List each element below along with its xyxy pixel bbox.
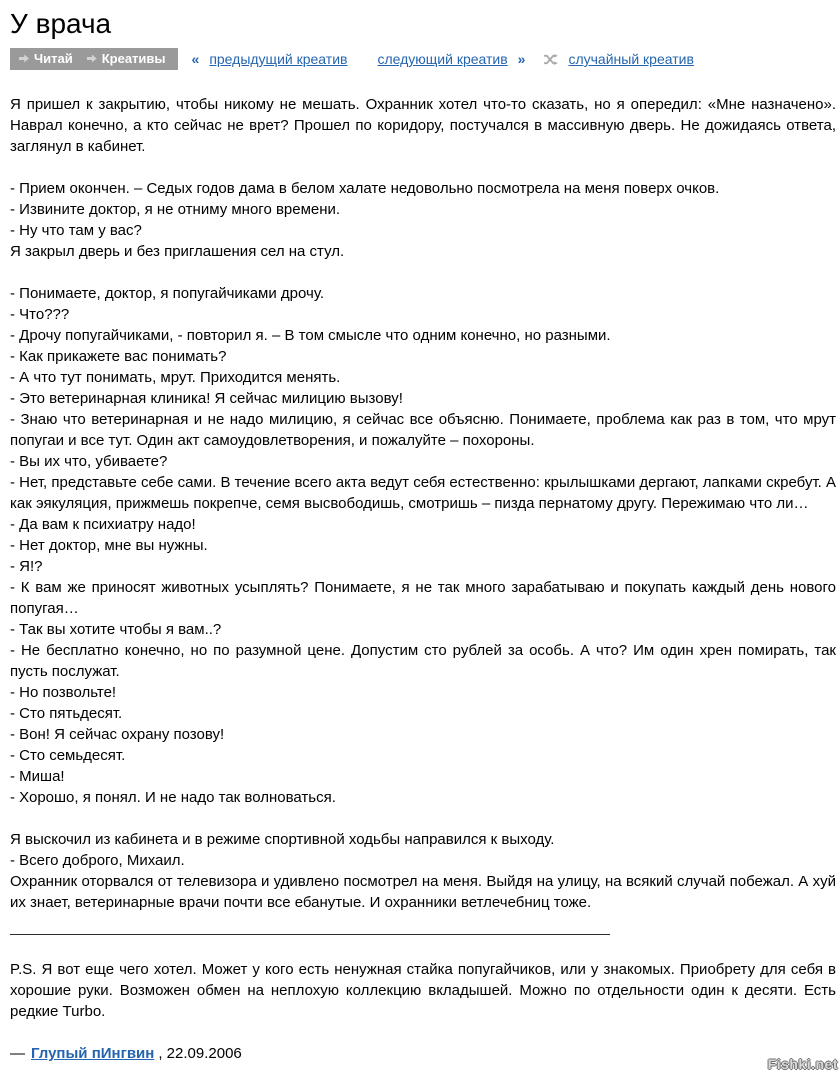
page-title: У врача bbox=[10, 8, 112, 39]
story-line: - Всего доброго, Михаил. bbox=[10, 852, 185, 869]
story-line: - Извините доктор, я не отниму много времени. bbox=[10, 201, 341, 218]
story-block bbox=[10, 283, 836, 808]
next-creative-link[interactable]: следующий креатив bbox=[377, 51, 508, 67]
attribution-dash: — bbox=[10, 1045, 25, 1062]
story-line: - Нет, представьте себе сами. В течение всего акта ведут себя естественно: крылышками дергают, лапками скребут. А как эякуляция, прижмешь покрепче, семя высвободишь, смотришь – пизда пернатому другу. Пережимаю что ли… bbox=[10, 474, 836, 512]
nav-item-chitay-label: Читай bbox=[34, 51, 73, 66]
prev-chevron: « bbox=[191, 51, 200, 67]
story-line: - Но позвольте! bbox=[10, 684, 117, 701]
nav-item-kreativy-label: Креативы bbox=[101, 51, 166, 66]
story-line: - Нет доктор, мне вы нужны. bbox=[10, 537, 208, 554]
story-line: - Вы их что, убиваете? bbox=[10, 453, 168, 470]
story-line: - Вон! Я сейчас охрану позову! bbox=[10, 726, 225, 743]
category-bar bbox=[10, 48, 178, 70]
attribution-line bbox=[10, 1043, 836, 1064]
story-line: - Так вы хотите чтобы я вам..? bbox=[10, 621, 222, 638]
story-line: - Сто семьдесят. bbox=[10, 747, 126, 764]
story-line: - Это ветеринарная клиника! Я сейчас милицию вызову! bbox=[10, 390, 403, 407]
horizontal-separator bbox=[10, 934, 610, 935]
bullet-arrow-icon bbox=[19, 55, 29, 63]
story-block bbox=[10, 829, 836, 913]
story-line: - Я!? bbox=[10, 558, 43, 575]
story-line: - Как прикажете вас понимать? bbox=[10, 348, 227, 365]
prev-creative-link[interactable]: предыдущий креатив bbox=[209, 51, 348, 67]
story-line: - К вам же приносят животных усыплять? Понимаете, я не так много зарабатываю и покупать каждый день нового попугая… bbox=[10, 579, 836, 617]
nav-item-kreativy[interactable] bbox=[87, 51, 166, 66]
prev-next-links bbox=[188, 51, 700, 67]
creative-navbar bbox=[10, 48, 836, 70]
story-line: - Знаю что ветеринарная и не надо милицию, я сейчас все объясню. Понимаете, проблема как раз в том, что мрут попугаи и все тут. Один акт самоудовлетворения, и пожалуйте – похороны. bbox=[10, 411, 836, 449]
author-link[interactable]: Глупый пИнгвин bbox=[31, 1045, 155, 1062]
story-line: Охранник оторвался от телевизора и удивлено посмотрел на меня. Выйдя на улицу, на всякий случай побежал. А хуй их знает, ветеринарные врачи почти все ебанутые. И охранники ветлечебниц тоже. bbox=[10, 873, 836, 911]
story-line: - Сто пятьдесят. bbox=[10, 705, 123, 722]
bullet-arrow-icon bbox=[87, 55, 97, 63]
random-creative-link[interactable]: случайный креатив bbox=[568, 51, 694, 67]
story-line: Я пришел к закрытию, чтобы никому не мешать. Охранник хотел что-то сказать, но я опередил: «Мне назначено». Наврал конечно, а кто сейчас не врет? Прошел по коридору, постучался в массивную дверь. Не дожидаясь ответа, заглянул в кабинет. bbox=[10, 96, 836, 155]
story-line: - Прием окончен. – Седых годов дама в белом халате недовольно посмотрела на меня поверх очков. bbox=[10, 180, 720, 197]
story-blocks bbox=[10, 94, 836, 913]
story-line: - Да вам к психиатру надо! bbox=[10, 516, 196, 533]
story-line: - Не бесплатно конечно, но по разумной цене. Допустим сто рублей за особь. А что? Им один хрен помирать, так пусть послужат. bbox=[10, 642, 836, 680]
story-line: - Что??? bbox=[10, 306, 70, 323]
shuffle-icon bbox=[543, 54, 558, 65]
story-line: - Дрочу попугайчиками, - повторил я. – В том смысле что одним конечно, но разными. bbox=[10, 327, 611, 344]
fishki-watermark: Fishki.net bbox=[767, 1056, 838, 1072]
story-line: - Ну что там у вас? bbox=[10, 222, 142, 239]
story-line: Я закрыл дверь и без приглашения сел на стул. bbox=[10, 243, 345, 260]
next-chevron: » bbox=[517, 51, 526, 67]
story-block bbox=[10, 94, 836, 157]
story-line: - А что тут понимать, мрут. Приходится менять. bbox=[10, 369, 341, 386]
attribution-date: , 22.09.2006 bbox=[158, 1045, 242, 1062]
story-line: - Понимаете, доктор, я попугайчиками дрочу. bbox=[10, 285, 324, 302]
story-block bbox=[10, 178, 836, 262]
story-line: - Миша! bbox=[10, 768, 65, 785]
nav-item-chitay[interactable] bbox=[19, 51, 73, 66]
story-line: - Хорошо, я понял. И не надо так волноваться. bbox=[10, 789, 336, 806]
ps-paragraph: P.S. Я вот еще чего хотел. Может у кого есть ненужная стайка попугайчиков, или у знакомых. Приобрету для себя в хорошие руки. Возможен обмен на неплохую коллекцию вкладышей. Можно по отдельности один к десяти. Есть редкие Turbo. bbox=[10, 961, 836, 1020]
story-line: Я выскочил из кабинета и в режиме спортивной ходьбы направился к выходу. bbox=[10, 831, 555, 848]
